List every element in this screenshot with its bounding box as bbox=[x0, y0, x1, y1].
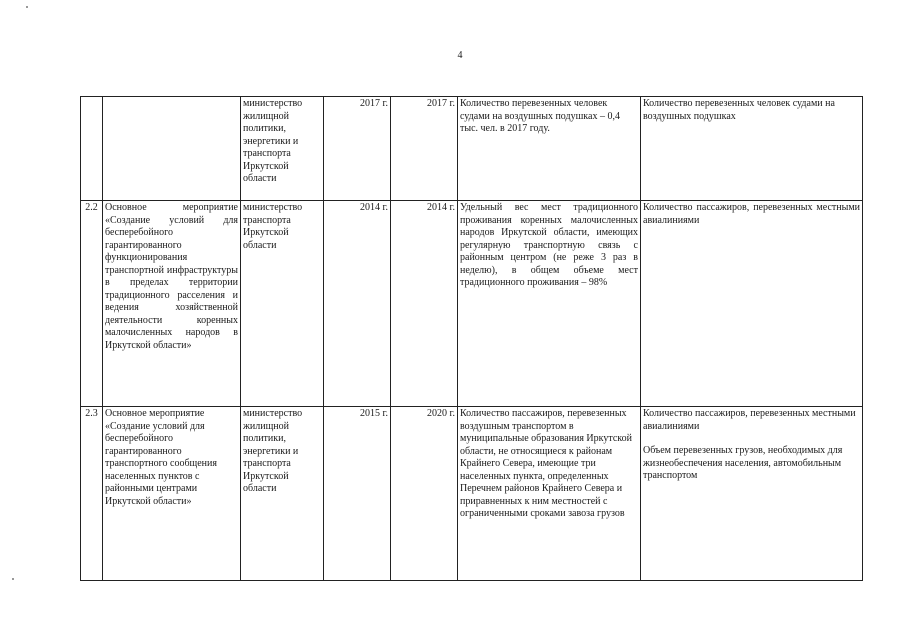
start-year: 2014 г. bbox=[324, 201, 391, 407]
target-indicator: Количество пассажиров, перевезенных местными авиалиниями bbox=[643, 408, 856, 432]
activity-name: Основное мероприятие «Создание условий для бесперебойного гарантированного функционирования транспортной инфраструктуры в пределах территории традиционного расселения и ведения хозяйственной деятельности коренных малочисленных народов в Иркутской области» bbox=[103, 201, 241, 407]
row-number: 2.3 bbox=[81, 407, 103, 581]
program-table bbox=[80, 96, 863, 581]
end-year: 2017 г. bbox=[391, 97, 458, 201]
row-number bbox=[81, 97, 103, 201]
activity-name bbox=[103, 97, 241, 201]
expected-result: Количество перевезенных человек судами на воздушных подушках – 0,4 тыс. чел. в 2017 году. bbox=[458, 97, 641, 201]
table-row bbox=[81, 201, 863, 407]
page-number: 4 bbox=[457, 50, 463, 61]
target-indicator-secondary: Объем перевезенных грузов, необходимых для жизнеобеспечения населения, автомобильным транспортом bbox=[643, 445, 843, 481]
target-indicator: Количество пассажиров, перевезенных местными авиалиниями bbox=[641, 201, 863, 407]
executor: министерство жилищной политики, энергетики и транспорта Иркутской области bbox=[241, 407, 324, 581]
table-row bbox=[81, 97, 863, 201]
spacer bbox=[643, 433, 860, 445]
start-year: 2015 г. bbox=[324, 407, 391, 581]
row-number: 2.2 bbox=[81, 201, 103, 407]
executor: министерство жилищной политики, энергетики и транспорта Иркутской области bbox=[241, 97, 324, 201]
scan-speck bbox=[26, 6, 28, 8]
target-indicator-cell bbox=[641, 407, 863, 581]
activity-name: Основное мероприятие «Создание условий для бесперебойного гарантированного транспортного сообщения населенных пунктов с районными центрами Иркутской области» bbox=[103, 407, 241, 581]
end-year: 2014 г. bbox=[391, 201, 458, 407]
end-year: 2020 г. bbox=[391, 407, 458, 581]
table-row bbox=[81, 407, 863, 581]
start-year: 2017 г. bbox=[324, 97, 391, 201]
expected-result: Удельный вес мест традиционного проживания коренных малочисленных народов Иркутской области, имеющих регулярную транспортную связь с районным центром (не реже 3 раз в неделю), в общем объеме мест традиционного проживания – 98% bbox=[458, 201, 641, 407]
target-indicator: Количество перевезенных человек судами на воздушных подушках bbox=[641, 97, 863, 201]
executor: министерство транспорта Иркутской области bbox=[241, 201, 324, 407]
scan-speck bbox=[12, 578, 14, 580]
expected-result: Количество пассажиров, перевезенных воздушным транспортом в муниципальные образования Иркутской области, не относящиеся к районам Крайнего Севера, имеющие три населенных пункта, определенных Перечнем районов Крайнего Севера и приравненных к ним местностей с ограниченными сроками завоза грузов bbox=[458, 407, 641, 581]
